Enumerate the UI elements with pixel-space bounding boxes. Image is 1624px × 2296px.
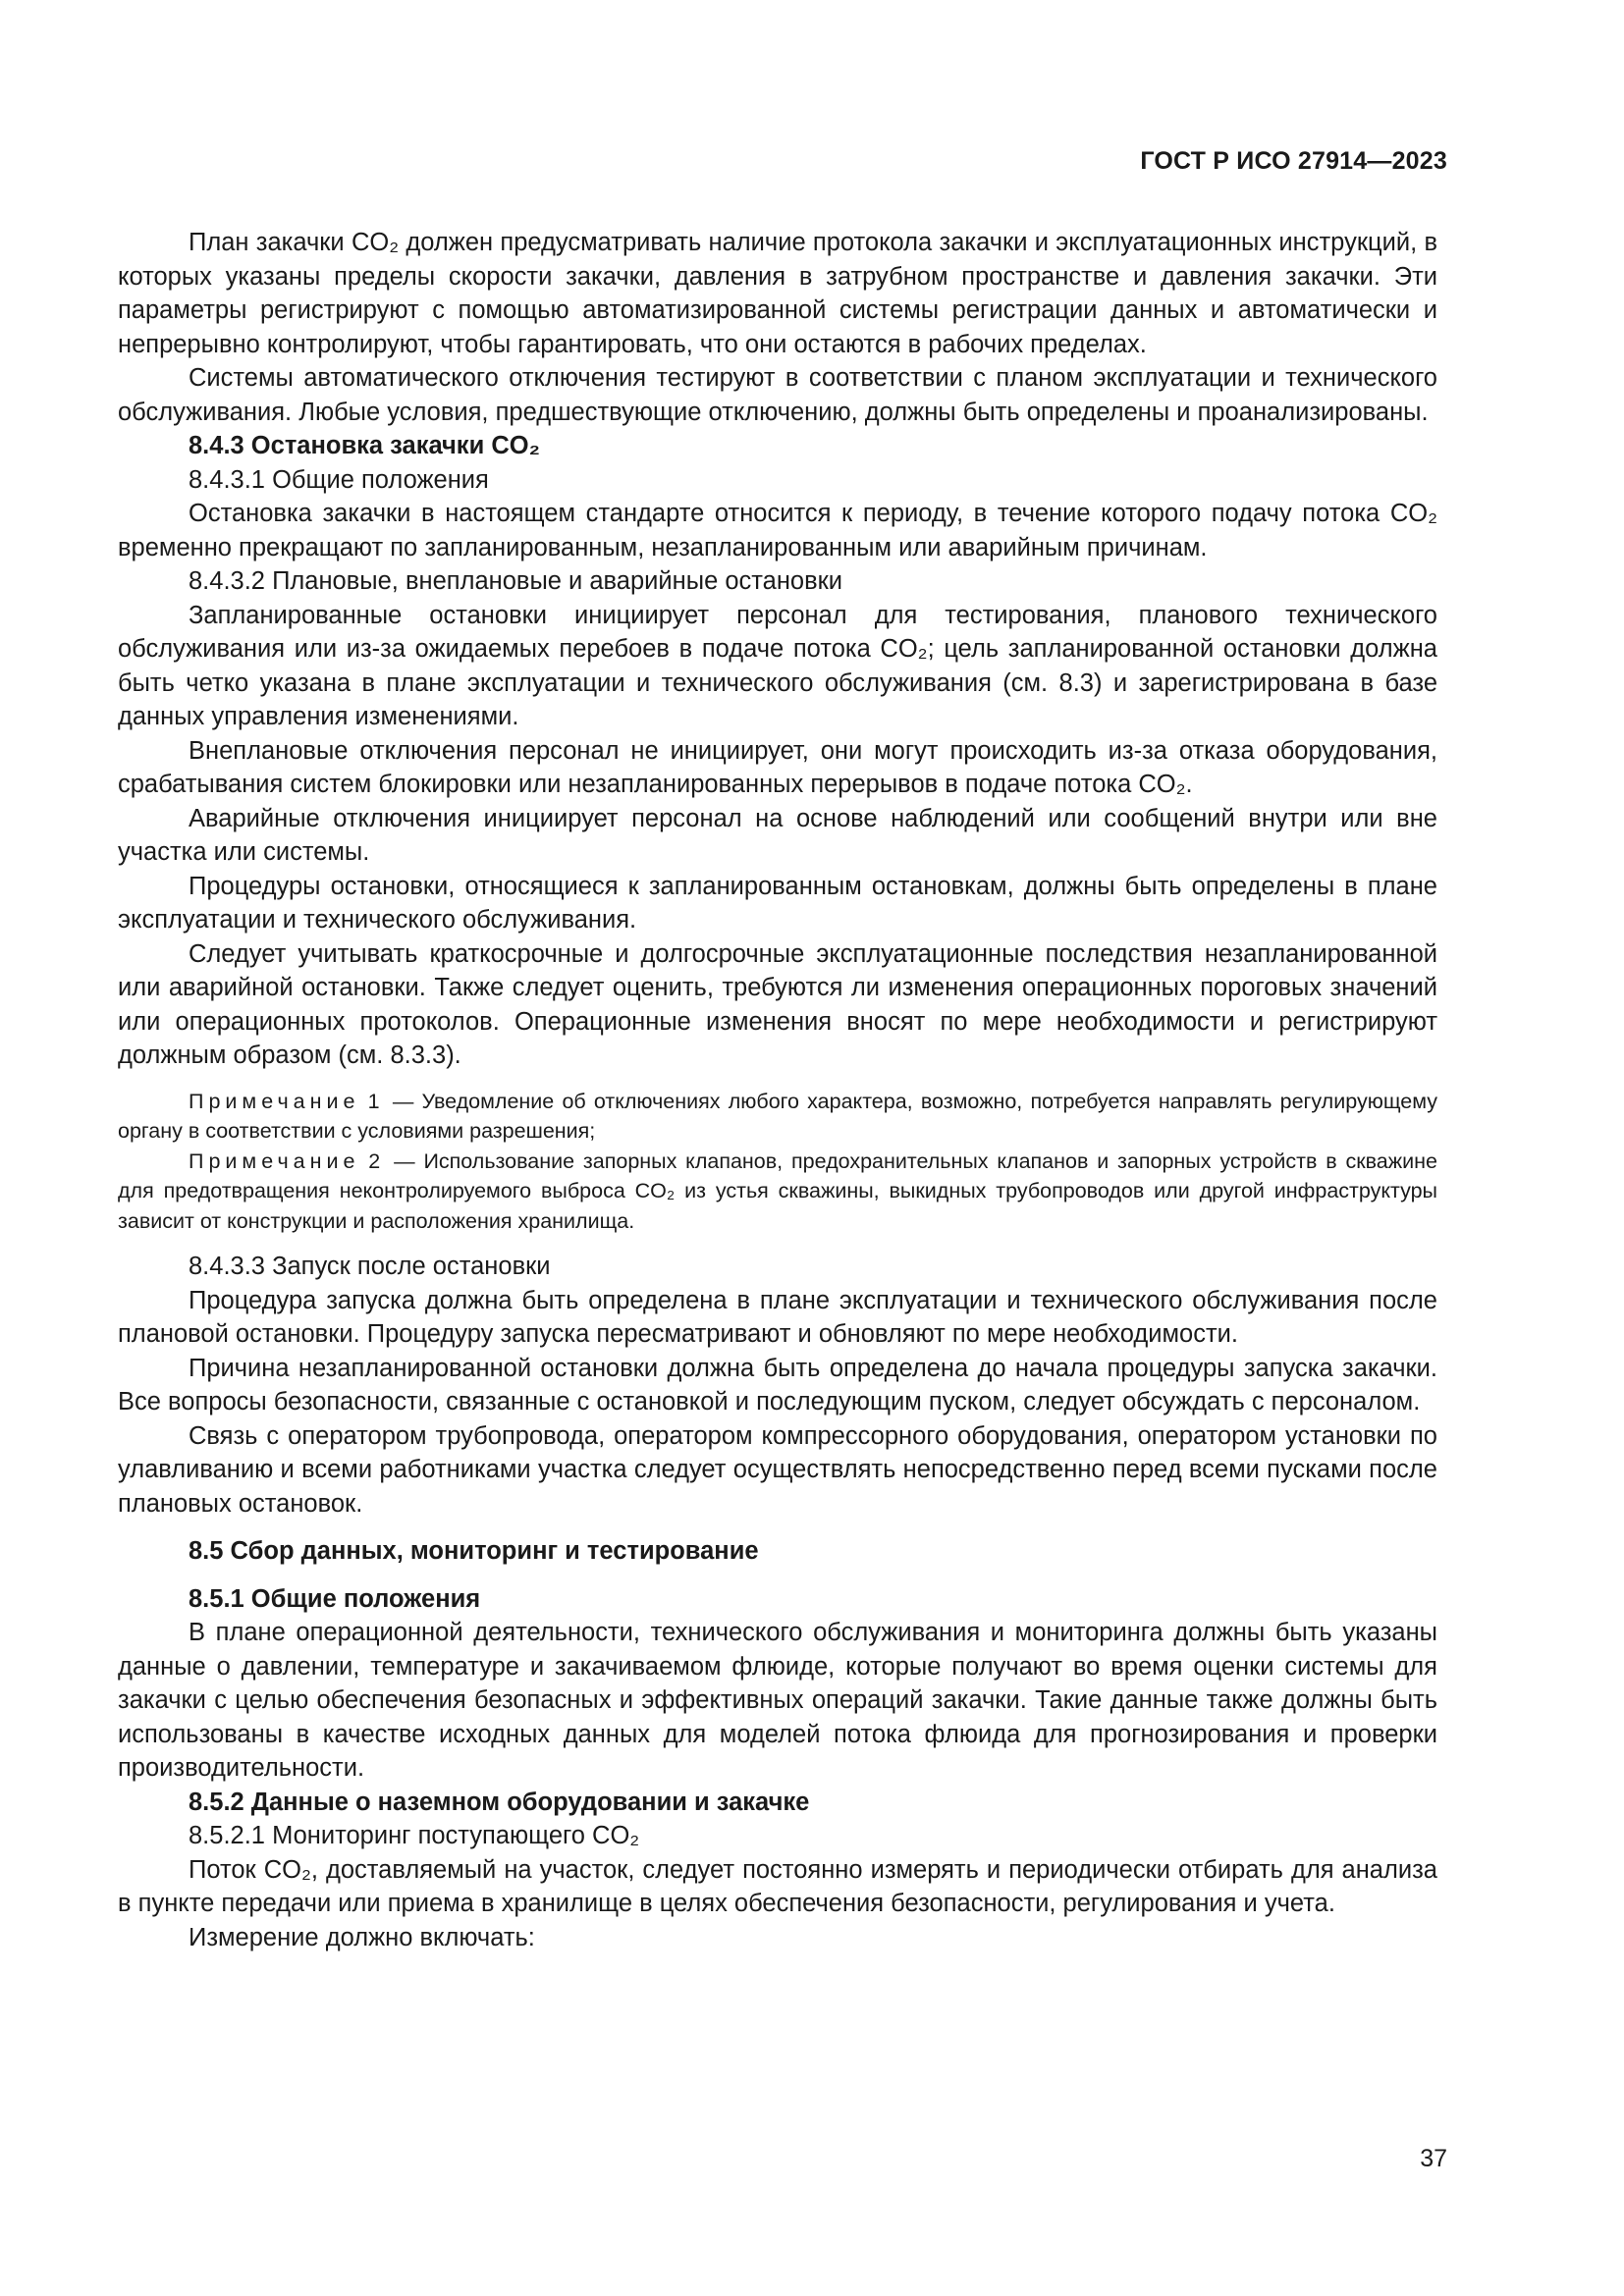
paragraph: Поток CO₂, доставляемый на участок, следует постоянно измерять и периодически отбирать для анализа в пункте передачи или приема в хранилище в целях обеспечения безопасности, регулирования и учета.: [118, 1855, 1437, 1917]
paragraph: В плане операционной деятельности, технического обслуживания и мониторинга должны быть указаны данные о давлении, температуре и закачиваемом флюиде, которые получают во время оценки системы для закачки с целью обеспечения безопасных и эффективных операций закачки. Такие данные также должны быть использованы в качестве исходных данных для моделей потока флюида для прогнозирования и проверки производительности.: [118, 1619, 1437, 1782]
paragraph: Запланированные остановки инициирует персонал для тестирования, планового технического обслуживания или из-за ожидаемых перебоев в подаче потока CO₂; цель запланированной остановки должна быть четко указана в плане эксплуатации и технического обслуживания (см. 8.3) и зарегистрирована в базе данных управления изменениями.: [118, 601, 1437, 730]
paragraph: Системы автоматического отключения тестируют в соответствии с планом эксплуатации и технического обслуживания. Любые условия, предшествующие отключению, должны быть определены и проанализированы.: [118, 364, 1437, 426]
paragraph: Процедура запуска должна быть определена в плане эксплуатации и технического обслуживания после плановой остановки. Процедуру запуска пересматривают и обновляют по мере необходимости.: [118, 1286, 1437, 1348]
note-2: [118, 1147, 1437, 1237]
note-1: [118, 1087, 1437, 1147]
page-number: 37: [1420, 2145, 1447, 2172]
section-heading-8-5-1: 8.5.1 Общие положения: [189, 1584, 481, 1613]
subsection-heading-8-5-2-1: 8.5.2.1 Мониторинг поступающего CO₂: [189, 1822, 640, 1849]
section-heading-8-5: 8.5 Сбор данных, мониторинг и тестирование: [189, 1537, 759, 1565]
section-heading-8-4-3: 8.4.3 Остановка закачки CO₂: [189, 432, 540, 459]
document-code-header: ГОСТ Р ИСО 27914—2023: [1140, 147, 1447, 175]
note-number: 2: [368, 1148, 386, 1173]
paragraph: Причина незапланированной остановки должна быть определена до начала процедуры запуска закачки. Все вопросы безопасности, связанные с остановкой и последующим пуском, следует обсуждать с персоналом.: [118, 1354, 1437, 1415]
note-text: — Использование запорных клапанов, предохранительных клапанов и запорных устройств в скважине для предотвращения неконтролируемого выброса CO₂ из устья скважины, выкидных трубопроводов или другой инфраструктуры зависит от конструкции и расположения хранилища.: [118, 1148, 1437, 1233]
subsection-heading-8-4-3-2: 8.4.3.2 Плановые, внеплановые и аварийные остановки: [189, 567, 843, 595]
section-heading-8-5-2: 8.5.2 Данные о наземном оборудовании и закачке: [189, 1788, 810, 1816]
paragraph: Связь с оператором трубопровода, оператором компрессорного оборудования, оператором установки по улавливанию и всеми работниками участка следует осуществлять непосредственно перед всеми пусками после плановых остановок.: [118, 1421, 1437, 1518]
note-text: — Уведомление об отключениях любого характера, возможно, потребуется направлять регулирующему органу в соответствии с условиями разрешения;: [118, 1089, 1437, 1143]
paragraph: Внеплановые отключения персонал не инициирует, они могут происходить из-за отказа оборудования, срабатывания систем блокировки или незапланированных перерывов в подаче потока CO₂.: [118, 736, 1437, 798]
paragraph: Процедуры остановки, относящиеся к запланированным остановкам, должны быть определены в плане эксплуатации и технического обслуживания.: [118, 872, 1437, 934]
note-label: Примечание: [189, 1089, 360, 1113]
paragraph: Следует учитывать краткосрочные и долгосрочные эксплуатационные последствия незапланированной или аварийной остановки. Также следует оценить, требуются ли изменения операционных пороговых значений или операционных протоколов. Операционные изменения вносят по мере необходимости и регистрируют должным образом (см. 8.3.3).: [118, 939, 1437, 1069]
paragraph: План закачки CO₂ должен предусматривать наличие протокола закачки и эксплуатационных инструкций, в которых указаны пределы скорости закачки, давления в затрубном пространстве и давления закачки. Эти параметры регистрируют с помощью автоматизированной системы регистрации данных и автоматически и непрерывно контролируют, чтобы гарантировать, что они остаются в рабочих пределах.: [118, 229, 1437, 358]
subsection-heading-8-4-3-1: 8.4.3.1 Общие положения: [189, 465, 489, 494]
document-body: [118, 226, 1437, 1954]
note-label: Примечание: [189, 1148, 360, 1173]
paragraph: Измерение должно включать:: [189, 1923, 535, 1951]
paragraph: Аварийные отключения инициирует персонал на основе наблюдений или сообщений внутри или вне участка или системы.: [118, 804, 1437, 866]
note-number: 1: [367, 1089, 385, 1113]
paragraph: Остановка закачки в настоящем стандарте относится к периоду, в течение которого подачу потока CO₂ временно прекращают по запланированным, незапланированным или аварийным причинам.: [118, 500, 1437, 561]
subsection-heading-8-4-3-3: 8.4.3.3 Запуск после остановки: [189, 1253, 551, 1280]
